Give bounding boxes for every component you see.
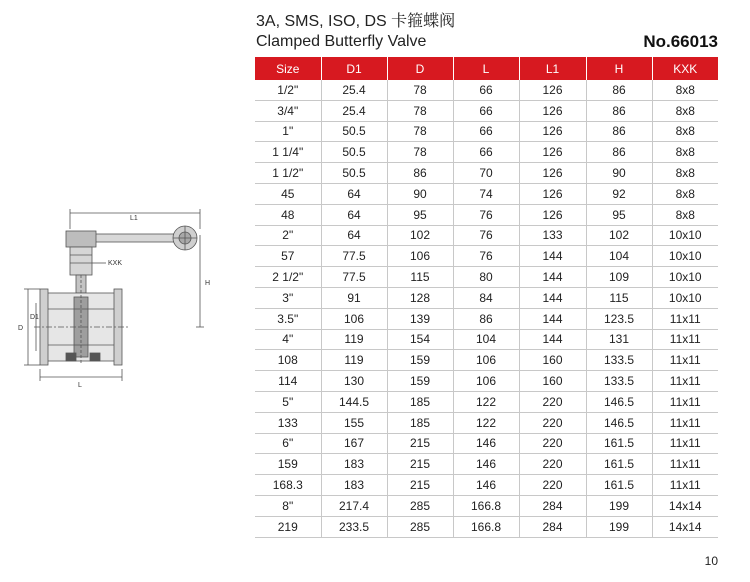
table-cell: 78 xyxy=(387,80,453,100)
table-cell: 2 1/2" xyxy=(255,267,321,288)
kxk-label: KXK xyxy=(108,260,123,267)
table-cell: 48 xyxy=(255,204,321,225)
table-cell: 1 1/2" xyxy=(255,163,321,184)
table-cell: 166.8 xyxy=(453,495,519,516)
table-cell: 8x8 xyxy=(652,80,718,100)
dimension-table xyxy=(255,57,718,538)
table-cell: 25.4 xyxy=(321,80,387,100)
table-cell: 95 xyxy=(387,204,453,225)
table-cell: 10x10 xyxy=(652,246,718,267)
table-cell: 11x11 xyxy=(652,454,718,475)
table-cell: 159 xyxy=(387,371,453,392)
table-cell: 11x11 xyxy=(652,433,718,454)
table-cell: 86 xyxy=(586,80,652,100)
table-cell: 285 xyxy=(387,495,453,516)
column-header-d1: D1 xyxy=(321,57,387,80)
table-cell: 139 xyxy=(387,308,453,329)
table-cell: 66 xyxy=(453,80,519,100)
table-cell: 219 xyxy=(255,516,321,537)
table-cell: 10x10 xyxy=(652,225,718,246)
table-cell: 84 xyxy=(453,287,519,308)
table-cell: 90 xyxy=(387,183,453,204)
table-row xyxy=(255,225,718,246)
table-cell: 11x11 xyxy=(652,475,718,496)
table-cell: 106 xyxy=(453,371,519,392)
table-row xyxy=(255,516,718,537)
table-cell: 146 xyxy=(453,433,519,454)
table-row xyxy=(255,287,718,308)
table-cell: 66 xyxy=(453,142,519,163)
table-cell: 199 xyxy=(586,516,652,537)
table-cell: 86 xyxy=(453,308,519,329)
table-cell: 86 xyxy=(586,121,652,142)
table-cell: 146 xyxy=(453,454,519,475)
table-cell: 14x14 xyxy=(652,516,718,537)
table-cell: 123.5 xyxy=(586,308,652,329)
left-nut xyxy=(66,353,76,361)
table-row xyxy=(255,495,718,516)
table-cell: 3" xyxy=(255,287,321,308)
table-cell: 159 xyxy=(387,350,453,371)
table-cell: 126 xyxy=(519,163,586,184)
table-row xyxy=(255,454,718,475)
actuator-body xyxy=(70,247,92,275)
table-cell: 106 xyxy=(453,350,519,371)
table-cell: 108 xyxy=(255,350,321,371)
table-cell: 144.5 xyxy=(321,391,387,412)
table-row xyxy=(255,183,718,204)
table-cell: 160 xyxy=(519,371,586,392)
table-cell: 70 xyxy=(453,163,519,184)
d-label: D xyxy=(18,325,24,332)
table-row xyxy=(255,80,718,100)
table-cell: 160 xyxy=(519,350,586,371)
table-cell: 220 xyxy=(519,391,586,412)
table-row xyxy=(255,433,718,454)
table-cell: 284 xyxy=(519,516,586,537)
table-cell: 8x8 xyxy=(652,100,718,121)
table-cell: 233.5 xyxy=(321,516,387,537)
table-cell: 130 xyxy=(321,371,387,392)
table-cell: 76 xyxy=(453,225,519,246)
table-cell: 220 xyxy=(519,433,586,454)
table-cell: 11x11 xyxy=(652,412,718,433)
table-cell: 1 1/4" xyxy=(255,142,321,163)
column-header-l1: L1 xyxy=(519,57,586,80)
table-cell: 133 xyxy=(519,225,586,246)
column-header-kxk: KXK xyxy=(652,57,718,80)
table-cell: 76 xyxy=(453,204,519,225)
table-cell: 183 xyxy=(321,454,387,475)
table-row xyxy=(255,308,718,329)
table-cell: 133.5 xyxy=(586,350,652,371)
table-cell: 14x14 xyxy=(652,495,718,516)
table-cell: 64 xyxy=(321,225,387,246)
table-cell: 146 xyxy=(453,475,519,496)
table-cell: 2" xyxy=(255,225,321,246)
table-cell: 126 xyxy=(519,121,586,142)
table-row xyxy=(255,267,718,288)
table-cell: 146.5 xyxy=(586,391,652,412)
table-cell: 57 xyxy=(255,246,321,267)
table-cell: 76 xyxy=(453,246,519,267)
table-cell: 86 xyxy=(586,142,652,163)
table-cell: 115 xyxy=(586,287,652,308)
table-cell: 78 xyxy=(387,121,453,142)
column-header-size: Size xyxy=(255,57,321,80)
table-cell: 66 xyxy=(453,121,519,142)
table-cell: 155 xyxy=(321,412,387,433)
table-cell: 11x11 xyxy=(652,391,718,412)
table-cell: 10x10 xyxy=(652,267,718,288)
right-nut xyxy=(90,353,100,361)
table-cell: 11x11 xyxy=(652,371,718,392)
table-cell: 92 xyxy=(586,183,652,204)
page-number: 10 xyxy=(704,554,718,568)
table-cell: 102 xyxy=(586,225,652,246)
table-cell: 215 xyxy=(387,454,453,475)
table-cell: 159 xyxy=(255,454,321,475)
title-block xyxy=(256,12,455,52)
table-row xyxy=(255,142,718,163)
table-cell: 183 xyxy=(321,475,387,496)
table-cell: 25.4 xyxy=(321,100,387,121)
table-cell: 128 xyxy=(387,287,453,308)
table-cell: 126 xyxy=(519,204,586,225)
table-cell: 86 xyxy=(387,163,453,184)
table-cell: 215 xyxy=(387,475,453,496)
table-cell: 50.5 xyxy=(321,121,387,142)
table-cell: 285 xyxy=(387,516,453,537)
table-cell: 10x10 xyxy=(652,287,718,308)
table-cell: 114 xyxy=(255,371,321,392)
table-cell: 1/2" xyxy=(255,80,321,100)
table-cell: 126 xyxy=(519,183,586,204)
table-row xyxy=(255,100,718,121)
table-cell: 154 xyxy=(387,329,453,350)
table-cell: 8x8 xyxy=(652,121,718,142)
table-cell: 74 xyxy=(453,183,519,204)
table-cell: 45 xyxy=(255,183,321,204)
table-row xyxy=(255,121,718,142)
table-cell: 8x8 xyxy=(652,163,718,184)
table-cell: 3.5" xyxy=(255,308,321,329)
table-cell: 144 xyxy=(519,246,586,267)
table-row xyxy=(255,246,718,267)
d1-label: D1 xyxy=(30,314,39,321)
table-cell: 220 xyxy=(519,454,586,475)
table-cell: 122 xyxy=(453,412,519,433)
table-cell: 104 xyxy=(586,246,652,267)
table-cell: 144 xyxy=(519,287,586,308)
table-cell: 199 xyxy=(586,495,652,516)
table-cell: 126 xyxy=(519,142,586,163)
l-label: L xyxy=(78,382,82,389)
l1-label: L1 xyxy=(130,215,138,222)
table-cell: 106 xyxy=(321,308,387,329)
table-cell: 161.5 xyxy=(586,433,652,454)
product-title-chinese: 3A, SMS, ISO, DS 卡箍蝶阀 xyxy=(256,13,456,30)
table-cell: 8" xyxy=(255,495,321,516)
table-cell: 131 xyxy=(586,329,652,350)
table-cell: 5" xyxy=(255,391,321,412)
table-row xyxy=(255,412,718,433)
table-cell: 106 xyxy=(387,246,453,267)
table-cell: 166.8 xyxy=(453,516,519,537)
product-code: No.66013 xyxy=(643,32,718,51)
h-label: H xyxy=(205,280,211,287)
table-cell: 64 xyxy=(321,204,387,225)
table-cell: 11x11 xyxy=(652,329,718,350)
table-cell: 3/4" xyxy=(255,100,321,121)
column-header-l: L xyxy=(453,57,519,80)
valve-technical-drawing xyxy=(10,205,225,390)
table-row xyxy=(255,475,718,496)
table-cell: 122 xyxy=(453,391,519,412)
table-cell: 78 xyxy=(387,142,453,163)
table-cell: 115 xyxy=(387,267,453,288)
table-row xyxy=(255,391,718,412)
table-cell: 78 xyxy=(387,100,453,121)
table-cell: 77.5 xyxy=(321,246,387,267)
table-cell: 126 xyxy=(519,100,586,121)
table-cell: 161.5 xyxy=(586,475,652,496)
table-row xyxy=(255,350,718,371)
table-cell: 161.5 xyxy=(586,454,652,475)
table-body xyxy=(255,80,718,537)
table-cell: 102 xyxy=(387,225,453,246)
table-cell: 144 xyxy=(519,267,586,288)
table-cell: 66 xyxy=(453,100,519,121)
table-cell: 168.3 xyxy=(255,475,321,496)
table-cell: 90 xyxy=(586,163,652,184)
table-cell: 80 xyxy=(453,267,519,288)
actuator-cap xyxy=(66,231,96,247)
table-row xyxy=(255,163,718,184)
table-cell: 86 xyxy=(586,100,652,121)
table-cell: 95 xyxy=(586,204,652,225)
table-header-row xyxy=(255,57,718,80)
product-title-english: Clamped Butterfly Valve xyxy=(256,33,427,50)
table-cell: 126 xyxy=(519,80,586,100)
table-cell: 119 xyxy=(321,350,387,371)
table-row xyxy=(255,204,718,225)
table-cell: 220 xyxy=(519,475,586,496)
table-row xyxy=(255,371,718,392)
table-cell: 146.5 xyxy=(586,412,652,433)
table-cell: 109 xyxy=(586,267,652,288)
table-cell: 8x8 xyxy=(652,142,718,163)
table-cell: 104 xyxy=(453,329,519,350)
table-cell: 50.5 xyxy=(321,163,387,184)
table-cell: 11x11 xyxy=(652,350,718,371)
table-cell: 64 xyxy=(321,183,387,204)
table-cell: 6" xyxy=(255,433,321,454)
table-cell: 185 xyxy=(387,412,453,433)
table-cell: 217.4 xyxy=(321,495,387,516)
table-cell: 144 xyxy=(519,329,586,350)
table-cell: 91 xyxy=(321,287,387,308)
table-cell: 77.5 xyxy=(321,267,387,288)
table-cell: 8x8 xyxy=(652,204,718,225)
table-cell: 1" xyxy=(255,121,321,142)
table-cell: 220 xyxy=(519,412,586,433)
table-row xyxy=(255,329,718,350)
table-cell: 284 xyxy=(519,495,586,516)
table-cell: 8x8 xyxy=(652,183,718,204)
table-cell: 185 xyxy=(387,391,453,412)
table-cell: 144 xyxy=(519,308,586,329)
table-cell: 50.5 xyxy=(321,142,387,163)
table-cell: 11x11 xyxy=(652,308,718,329)
table-cell: 133 xyxy=(255,412,321,433)
table-cell: 4" xyxy=(255,329,321,350)
column-header-h: H xyxy=(586,57,652,80)
table-cell: 119 xyxy=(321,329,387,350)
column-header-d: D xyxy=(387,57,453,80)
table-cell: 215 xyxy=(387,433,453,454)
table-cell: 167 xyxy=(321,433,387,454)
table-cell: 133.5 xyxy=(586,371,652,392)
